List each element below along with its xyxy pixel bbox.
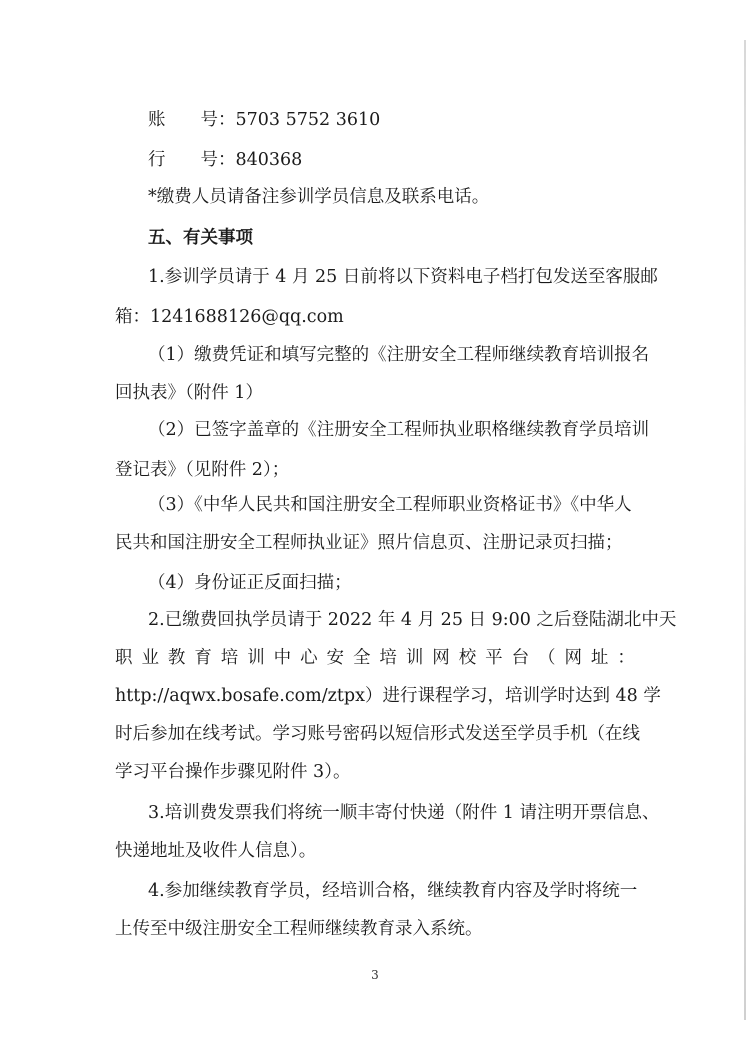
item2-char: 育: [194, 648, 212, 668]
payment-note: *缴费人员请备注参训学员信息及联系电话。: [148, 187, 490, 207]
item2-char: 培: [379, 648, 397, 668]
account-number-line: 账 号：5703 5752 3610: [148, 110, 381, 130]
item2-char: 职: [115, 648, 133, 668]
item1-sub1-line2: 回执表》（附件 1）: [115, 383, 263, 403]
item1-line2: 箱：1241688126@qq.com: [115, 307, 344, 327]
item1-sub4: （4）身份证正反面扫描；: [148, 573, 352, 593]
item2-char: 台: [511, 648, 530, 668]
item1-line1: 1.参训学员请于 4 月 25 日前将以下资料电子档打包发送至客服邮: [148, 267, 658, 287]
item2-char: 训: [405, 648, 424, 668]
item2-char: 址: [590, 648, 609, 668]
item2-line3: http://aqwx.bosafe.com/ztpx）进行课程学习，培训学时达到 48 学: [115, 686, 661, 706]
item4-line2: 上传至中级注册安全工程师继续教育录入系统。: [115, 919, 483, 939]
item2-line1: 2.已缴费回执学员请于 2022 年 4 月 25 日 9:00 之后登陆湖北中天: [148, 610, 677, 630]
item2-char: 训: [247, 648, 265, 668]
item2-char: 网: [432, 648, 450, 668]
page-number: 3: [371, 968, 379, 982]
item2-line2: [115, 648, 635, 668]
item2-line5: 学习平台操作步骤见附件 3）。: [115, 762, 351, 782]
item2-line4: 时后参加在线考试。学习账号密码以短信形式发送至学员手机（在线: [115, 724, 640, 744]
item3-line2: 快递地址及收件人信息）。: [115, 841, 317, 861]
scan-edge: [744, 40, 746, 1020]
item2-char: 培: [220, 648, 239, 668]
item1-sub3-line2: 民共和国注册安全工程师执业证》照片信息页、注册记录页扫描；: [115, 533, 623, 553]
item2-char: （: [538, 648, 556, 668]
item2-char: ：: [617, 648, 635, 668]
item1-sub2-line1: （2）已签字盖章的《注册安全工程师执业职格继续教育学员培训: [148, 420, 650, 440]
item2-char: 中: [273, 648, 292, 668]
item1-sub3-line1: （3）《中华人民共和国注册安全工程师职业资格证书》《中华人: [148, 495, 632, 515]
item1-sub2-line2: 登记表》（见附件 2）；: [115, 460, 290, 480]
item2-char: 安: [326, 648, 344, 668]
item2-char: 校: [458, 648, 477, 668]
item2-char: 网: [564, 648, 582, 668]
item3-line1: 3.培训费发票我们将统一顺丰寄付快递（附件 1 请注明开票信息、: [148, 803, 660, 823]
item2-char: 教: [167, 648, 186, 668]
bank-number-line: 行 号：840368: [148, 150, 303, 170]
item2-char: 平: [485, 648, 503, 668]
section-title: 五、有关事项: [148, 228, 253, 248]
item2-char: 业: [141, 648, 159, 668]
item4-line1: 4.参加继续教育学员，经培训合格，继续教育内容及学时将统一: [148, 881, 638, 901]
item2-char: 心: [300, 648, 318, 668]
item2-char: 全: [352, 648, 371, 668]
item1-sub1-line1: （1）缴费凭证和填写完整的《注册安全工程师继续教育培训报名: [148, 345, 650, 365]
